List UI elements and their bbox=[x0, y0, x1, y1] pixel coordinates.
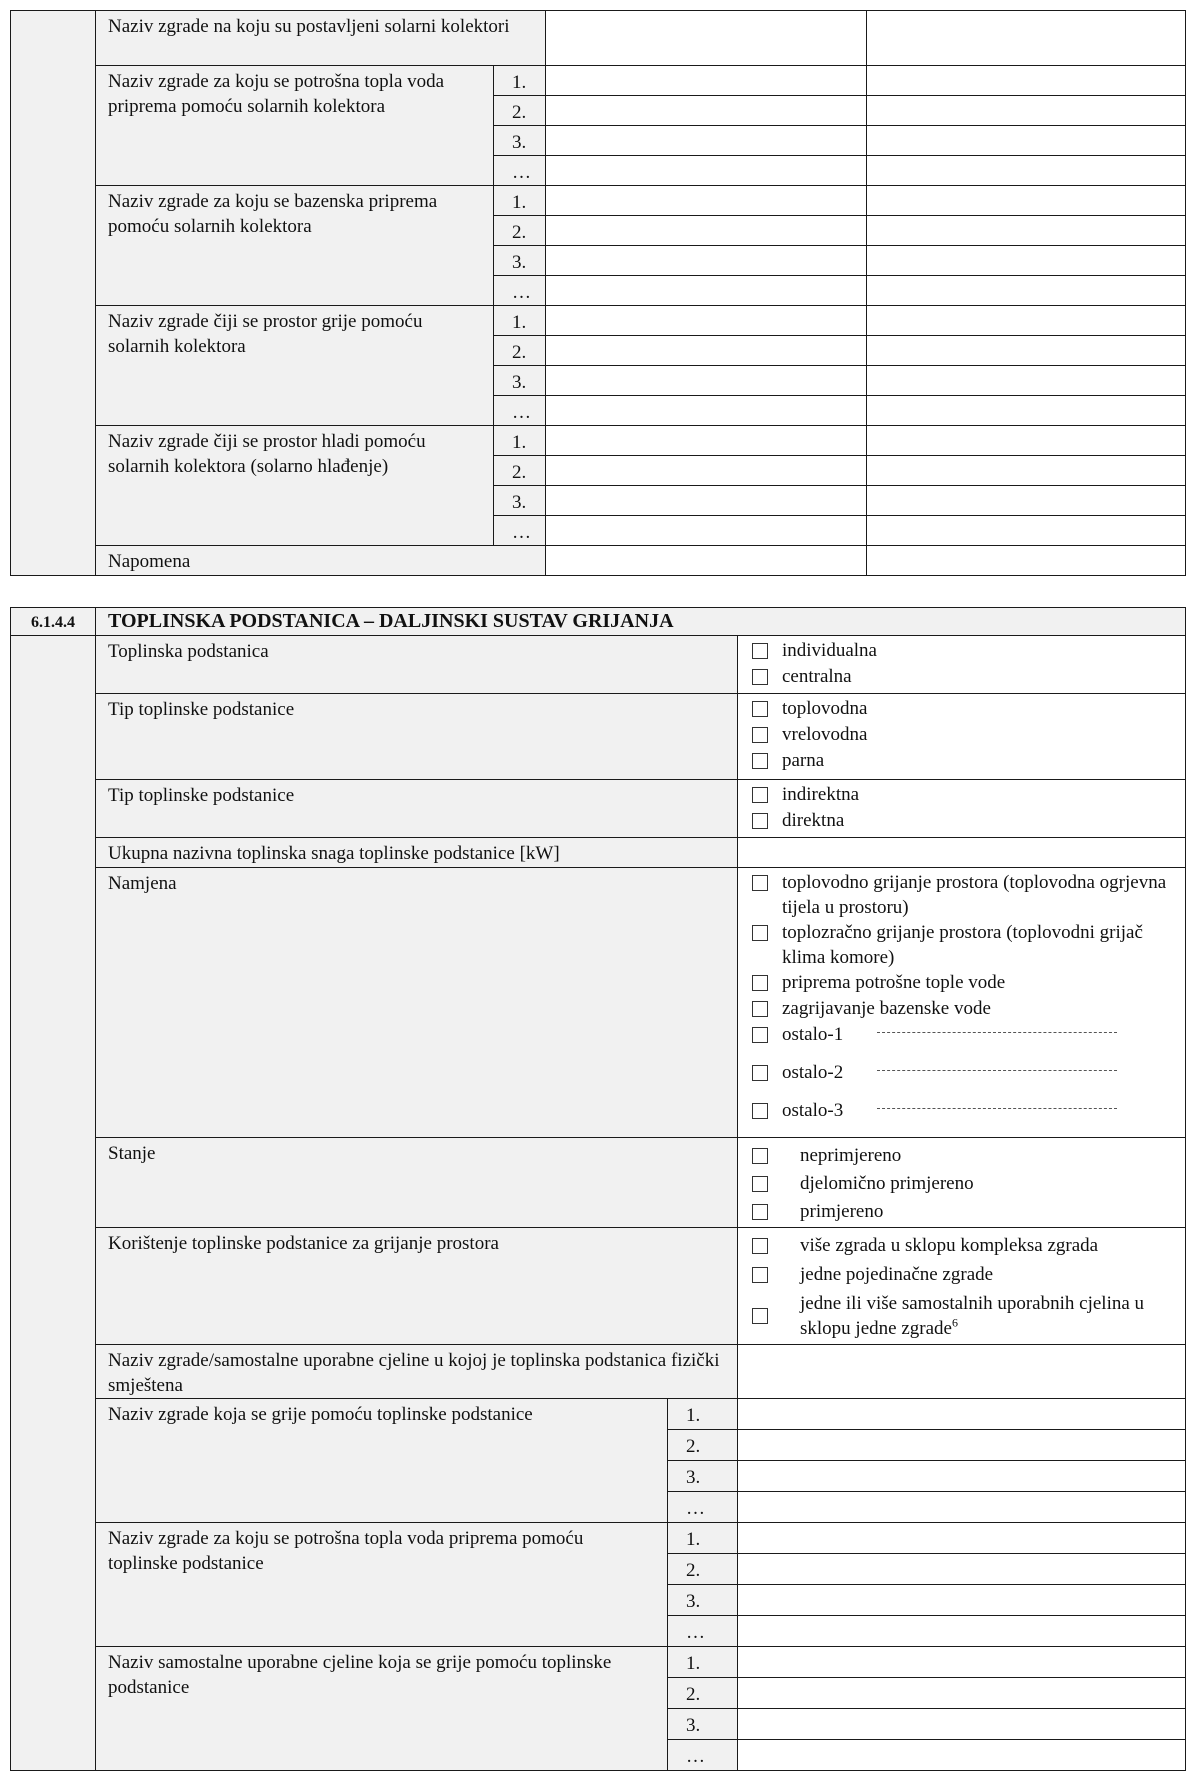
row-label: Naziv zgrade/samostalne uporabne cjeline u kojoj je toplinska podstanica fizički smještena bbox=[96, 1345, 738, 1399]
checkbox[interactable] bbox=[752, 701, 768, 717]
row-number: 3. bbox=[668, 1461, 738, 1492]
input-cell[interactable] bbox=[546, 11, 867, 66]
input-cell[interactable] bbox=[867, 11, 1186, 66]
input-cell[interactable] bbox=[546, 336, 867, 366]
input-cell[interactable] bbox=[867, 126, 1186, 156]
row-label: Tip toplinske podstanice bbox=[96, 780, 738, 838]
row-number: … bbox=[494, 396, 546, 426]
checkbox[interactable] bbox=[752, 727, 768, 743]
input-cell[interactable] bbox=[867, 156, 1186, 186]
row-number: … bbox=[494, 156, 546, 186]
medium-type-options bbox=[738, 694, 1186, 780]
checkbox[interactable] bbox=[752, 1103, 768, 1119]
row-number: 3. bbox=[494, 246, 546, 276]
row-number: 1. bbox=[668, 1647, 738, 1678]
group-label: Naziv zgrade koja se grije pomoću toplinske podstanice bbox=[96, 1399, 668, 1523]
group-label: Naziv zgrade za koju se potrošna topla voda priprema pomoću toplinske podstanice bbox=[96, 1523, 668, 1647]
input-cell[interactable] bbox=[867, 66, 1186, 96]
row-label: Namjena bbox=[96, 868, 738, 1138]
row-number: 1. bbox=[668, 1523, 738, 1554]
input-cell[interactable] bbox=[867, 396, 1186, 426]
option-ostalo-2[interactable]: ostalo-2 bbox=[752, 1060, 1177, 1098]
input-cell[interactable] bbox=[867, 216, 1186, 246]
row-label: Ukupna nazivna toplinska snaga toplinske podstanice [kW] bbox=[96, 838, 738, 868]
row-number: 2. bbox=[494, 456, 546, 486]
row-number: 1. bbox=[494, 426, 546, 456]
input-cell[interactable] bbox=[867, 486, 1186, 516]
input-cell[interactable] bbox=[867, 426, 1186, 456]
checkbox[interactable] bbox=[752, 1204, 768, 1220]
input-cell[interactable] bbox=[546, 66, 867, 96]
group-label: Naziv zgrade za koju se bazenska priprema pomoću solarnih kolektora bbox=[96, 186, 494, 306]
row-number: 1. bbox=[494, 306, 546, 336]
input-cell[interactable] bbox=[738, 1678, 1186, 1709]
section-indent-cell bbox=[11, 11, 96, 576]
input-cell[interactable] bbox=[738, 1430, 1186, 1461]
option-toplovodna[interactable]: toplovodna bbox=[752, 696, 1177, 722]
checkbox[interactable] bbox=[752, 1238, 768, 1254]
row-number: 1. bbox=[494, 186, 546, 216]
input-cell[interactable] bbox=[867, 96, 1186, 126]
input-cell[interactable] bbox=[546, 456, 867, 486]
input-cell[interactable] bbox=[867, 276, 1186, 306]
input-cell[interactable] bbox=[738, 1585, 1186, 1616]
row-number: 2. bbox=[494, 216, 546, 246]
row-number: 3. bbox=[668, 1585, 738, 1616]
input-cell[interactable] bbox=[867, 186, 1186, 216]
input-cell[interactable] bbox=[738, 1709, 1186, 1740]
checkbox[interactable] bbox=[752, 1148, 768, 1164]
checkbox[interactable] bbox=[752, 1267, 768, 1283]
row-number: … bbox=[494, 516, 546, 546]
input-cell[interactable] bbox=[867, 246, 1186, 276]
row-number: 1. bbox=[494, 66, 546, 96]
option-ostalo-3[interactable]: ostalo-3 bbox=[752, 1098, 1177, 1136]
input-cell[interactable] bbox=[738, 1399, 1186, 1430]
input-cell[interactable] bbox=[546, 126, 867, 156]
ostalo-3-fill-line[interactable] bbox=[877, 1108, 1117, 1109]
row-number: 2. bbox=[668, 1430, 738, 1461]
option-parna[interactable]: parna bbox=[752, 748, 1177, 774]
row-number: … bbox=[494, 276, 546, 306]
location-building-input[interactable] bbox=[738, 1345, 1186, 1399]
section-indent-cell bbox=[11, 636, 96, 1771]
option-space-heating-water[interactable]: toplovodno grijanje prostora (toplovodna ogrjevna tijela u prostoru) bbox=[752, 870, 1177, 920]
input-cell[interactable] bbox=[546, 366, 867, 396]
option-ostalo-1[interactable]: ostalo-1 bbox=[752, 1022, 1177, 1060]
option-indirektna[interactable]: indirektna bbox=[752, 782, 1177, 808]
purpose-options bbox=[738, 868, 1186, 1138]
section-title: TOPLINSKA PODSTANICA – DALJINSKI SUSTAV GRIJANJA bbox=[96, 608, 1186, 636]
option-primjereno[interactable]: primjereno bbox=[752, 1199, 1177, 1227]
option-individualna[interactable]: individualna bbox=[752, 638, 1177, 664]
option-single-building[interactable]: jedne pojedinačne zgrade bbox=[752, 1262, 1177, 1291]
input-cell[interactable] bbox=[738, 1740, 1186, 1771]
input-cell[interactable] bbox=[546, 246, 867, 276]
row-number: 3. bbox=[494, 126, 546, 156]
input-cell[interactable] bbox=[738, 1492, 1186, 1523]
option-dhw[interactable]: priprema potrošne tople vode bbox=[752, 970, 1177, 996]
row-number: 2. bbox=[668, 1678, 738, 1709]
solar-collectors-table bbox=[10, 10, 1186, 576]
input-cell[interactable] bbox=[546, 426, 867, 456]
input-cell[interactable] bbox=[546, 96, 867, 126]
input-cell[interactable] bbox=[738, 1461, 1186, 1492]
row-number: 2. bbox=[494, 96, 546, 126]
checkbox[interactable] bbox=[752, 669, 768, 685]
usage-options bbox=[738, 1228, 1186, 1345]
row-number: … bbox=[668, 1740, 738, 1771]
row-number: … bbox=[668, 1492, 738, 1523]
input-cell[interactable] bbox=[867, 456, 1186, 486]
row-label: Tip toplinske podstanice bbox=[96, 694, 738, 780]
group-label: Naziv zgrade čiji se prostor grije pomoću solarnih kolektora bbox=[96, 306, 494, 426]
checkbox[interactable] bbox=[752, 643, 768, 659]
row-number: … bbox=[668, 1616, 738, 1647]
input-cell[interactable] bbox=[867, 516, 1186, 546]
row-label: Naziv zgrade na koju su postavljeni solarni kolektori bbox=[96, 11, 546, 66]
checkbox[interactable] bbox=[752, 1308, 768, 1324]
option-direktna[interactable]: direktna bbox=[752, 808, 1177, 834]
input-cell[interactable] bbox=[546, 276, 867, 306]
row-label: Toplinska podstanica bbox=[96, 636, 738, 694]
row-number: 3. bbox=[668, 1709, 738, 1740]
checkbox[interactable] bbox=[752, 1065, 768, 1081]
option-pool-heating[interactable]: zagrijavanje bazenske vode bbox=[752, 996, 1177, 1022]
option-djelomicno-primjereno[interactable]: djelomično primjereno bbox=[752, 1171, 1177, 1199]
input-cell[interactable] bbox=[546, 516, 867, 546]
checkbox[interactable] bbox=[752, 875, 768, 891]
footnote-marker: 6 bbox=[951, 1315, 958, 1330]
ostalo-2-fill-line[interactable] bbox=[877, 1070, 1117, 1071]
checkbox[interactable] bbox=[752, 753, 768, 769]
input-cell[interactable] bbox=[738, 1523, 1186, 1554]
checkbox[interactable] bbox=[752, 787, 768, 803]
checkbox[interactable] bbox=[752, 975, 768, 991]
checkbox[interactable] bbox=[752, 925, 768, 941]
note-label: Napomena bbox=[96, 546, 546, 576]
row-number: 3. bbox=[494, 486, 546, 516]
row-number: 1. bbox=[668, 1399, 738, 1430]
section-number: 6.1.4.4 bbox=[11, 608, 96, 636]
note-input-cell[interactable] bbox=[867, 546, 1186, 576]
rated-power-input[interactable] bbox=[738, 838, 1186, 868]
option-multiple-buildings[interactable]: više zgrada u sklopu kompleksa zgrada bbox=[752, 1233, 1177, 1262]
input-cell[interactable] bbox=[546, 216, 867, 246]
checkbox[interactable] bbox=[752, 1176, 768, 1192]
checkbox[interactable] bbox=[752, 1001, 768, 1017]
row-label: Korištenje toplinske podstanice za grijanje prostora bbox=[96, 1228, 738, 1345]
option-space-heating-air[interactable]: toplozračno grijanje prostora (toplovodni grijač klima komore) bbox=[752, 920, 1177, 970]
input-cell[interactable] bbox=[867, 366, 1186, 396]
row-number: 2. bbox=[668, 1554, 738, 1585]
input-cell[interactable] bbox=[867, 306, 1186, 336]
input-cell[interactable] bbox=[546, 306, 867, 336]
option-vrelovodna[interactable]: vrelovodna bbox=[752, 722, 1177, 748]
ostalo-1-fill-line[interactable] bbox=[877, 1032, 1117, 1033]
option-centralna[interactable]: centralna bbox=[752, 664, 1177, 690]
group-label: Naziv samostalne uporabne cjeline koja se grije pomoću toplinske podstanice bbox=[96, 1647, 668, 1771]
input-cell[interactable] bbox=[546, 156, 867, 186]
connection-type-options bbox=[738, 780, 1186, 838]
option-independent-units[interactable]: jedne ili više samostalnih uporabnih cjelina u sklopu jedne zgrade$^6$ bbox=[752, 1291, 1177, 1341]
row-number: 3. bbox=[494, 366, 546, 396]
input-cell[interactable] bbox=[546, 186, 867, 216]
row-number: 2. bbox=[494, 336, 546, 366]
option-neprimjereno[interactable]: neprimjereno bbox=[752, 1143, 1177, 1171]
district-heating-substation-table bbox=[10, 607, 1186, 1771]
input-cell[interactable] bbox=[546, 396, 867, 426]
input-cell[interactable] bbox=[546, 486, 867, 516]
group-label: Naziv zgrade za koju se potrošna topla voda priprema pomoću solarnih kolektora bbox=[96, 66, 494, 186]
input-cell[interactable] bbox=[738, 1647, 1186, 1678]
row-label: Stanje bbox=[96, 1138, 738, 1228]
checkbox[interactable] bbox=[752, 1027, 768, 1043]
checkbox[interactable] bbox=[752, 813, 768, 829]
input-cell[interactable] bbox=[738, 1616, 1186, 1647]
substation-type-options bbox=[738, 636, 1186, 694]
input-cell[interactable] bbox=[867, 336, 1186, 366]
condition-options bbox=[738, 1138, 1186, 1228]
note-input-cell[interactable] bbox=[546, 546, 867, 576]
input-cell[interactable] bbox=[738, 1554, 1186, 1585]
group-label: Naziv zgrade čiji se prostor hladi pomoću solarnih kolektora (solarno hlađenje) bbox=[96, 426, 494, 546]
